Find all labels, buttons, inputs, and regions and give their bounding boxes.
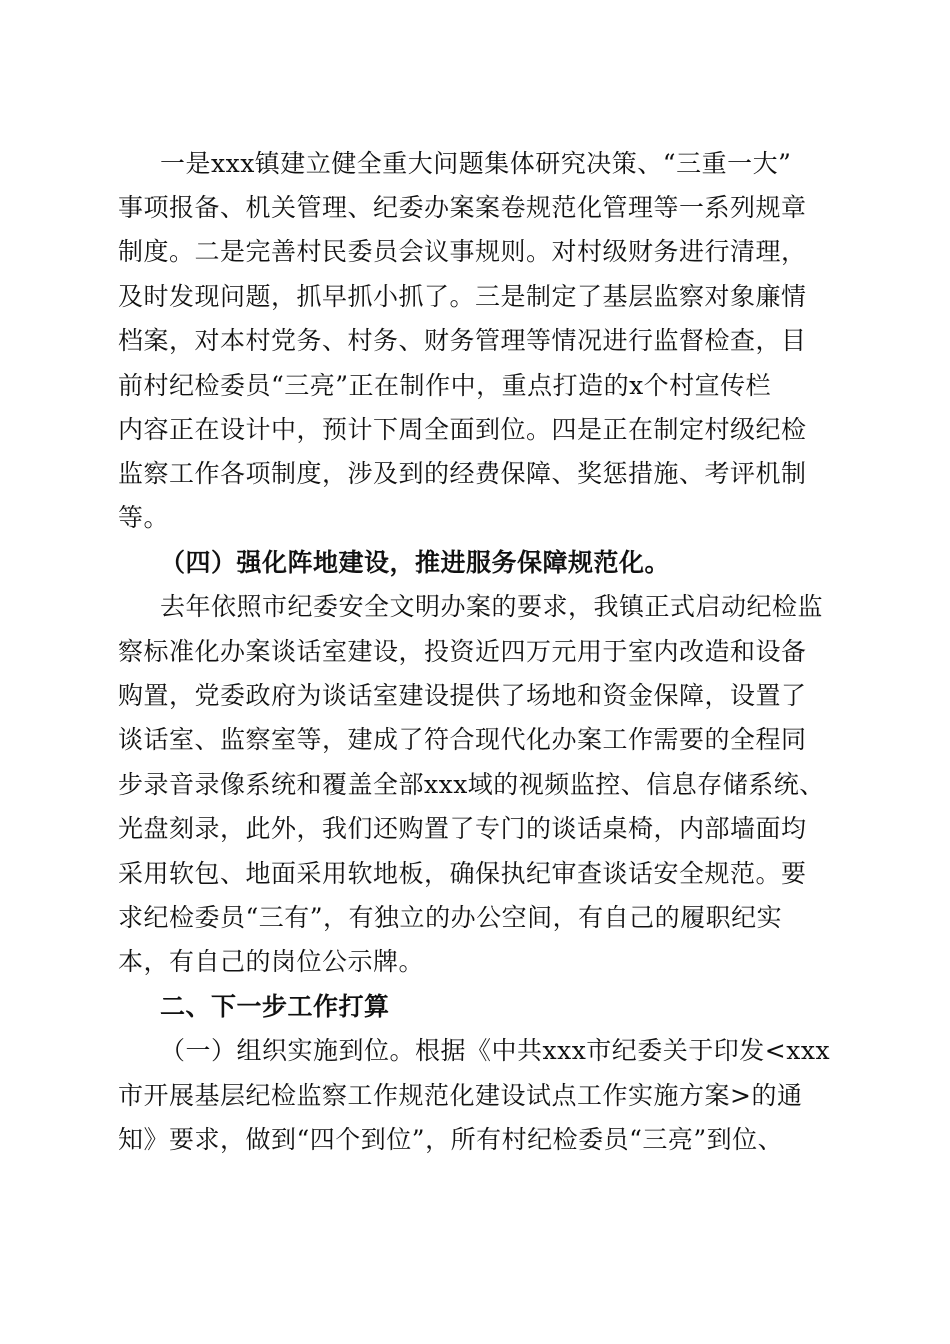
paragraph-1-line-3: 制度。二是完善村民委员会议事规则。对村级财务进行清理，: [118, 237, 807, 266]
paragraph-1-line-9: 等。: [118, 503, 170, 532]
paragraph-1-line-5: 档案，对本村党务、村务、财务管理等情况进行监督检查，目: [118, 326, 807, 355]
paragraph-1-line-4: 及时发现问题，抓早抓小抓了。三是制定了基层监察对象廉情: [118, 282, 807, 311]
paragraph-2-line-1: 去年依照市纪委安全文明办案的要求，我镇正式启动纪检监: [160, 592, 824, 621]
paragraph-2-line-8: 求纪检委员“三有”，有独立的办公空间，有自己的履职纪实: [118, 903, 783, 932]
paragraph-3-line-1: （一）组织实施到位。根据《中共xxx市纪委关于印发<xxx: [160, 1036, 831, 1065]
paragraph-1-line-2: 事项报备、机关管理、纪委办案案卷规范化管理等一系列规章: [118, 193, 807, 222]
paragraph-2-line-9: 本，有自己的岗位公示牌。: [118, 947, 425, 976]
paragraph-1-line-8: 监察工作各项制度，涉及到的经费保障、奖惩措施、考评机制: [118, 459, 807, 488]
paragraph-3-line-3: 知》要求，做到“四个到位”，所有村纪检委员“三亮”到位、: [118, 1125, 784, 1154]
paragraph-1-line-6: 前村纪检委员“三亮”正在制作中，重点打造的x个村宣传栏: [118, 371, 772, 400]
paragraph-1-line-7: 内容正在设计中，预计下周全面到位。四是正在制定村级纪检: [118, 415, 807, 444]
section-heading: 二、下一步工作打算: [160, 992, 390, 1021]
paragraph-2-line-4: 谈话室、监察室等，建成了符合现代化办案工作需要的全程同: [118, 725, 807, 754]
paragraph-2-line-2: 察标准化办案谈话室建设，投资近四万元用于室内改造和设备: [118, 637, 807, 666]
paragraph-2-line-6: 光盘刻录，此外，我们还购置了专门的谈话桌椅，内部墙面均: [118, 814, 807, 843]
paragraph-2-line-3: 购置，党委政府为谈话室建设提供了场地和资金保障，设置了: [118, 681, 807, 710]
subheading-4: （四）强化阵地建设，推进服务保障规范化。: [160, 548, 671, 577]
paragraph-3-line-2: 市开展基层纪检监察工作规范化建设试点工作实施方案>的通: [118, 1081, 803, 1110]
paragraph-1-line-1: 一是xxx镇建立健全重大问题集体研究决策、“三重一大”: [160, 149, 792, 178]
paragraph-2-line-5: 步录音录像系统和覆盖全部xxx域的视频监控、信息存储系统、: [118, 770, 825, 799]
paragraph-2-line-7: 采用软包、地面采用软地板，确保执纪审查谈话安全规范。要: [118, 859, 807, 888]
